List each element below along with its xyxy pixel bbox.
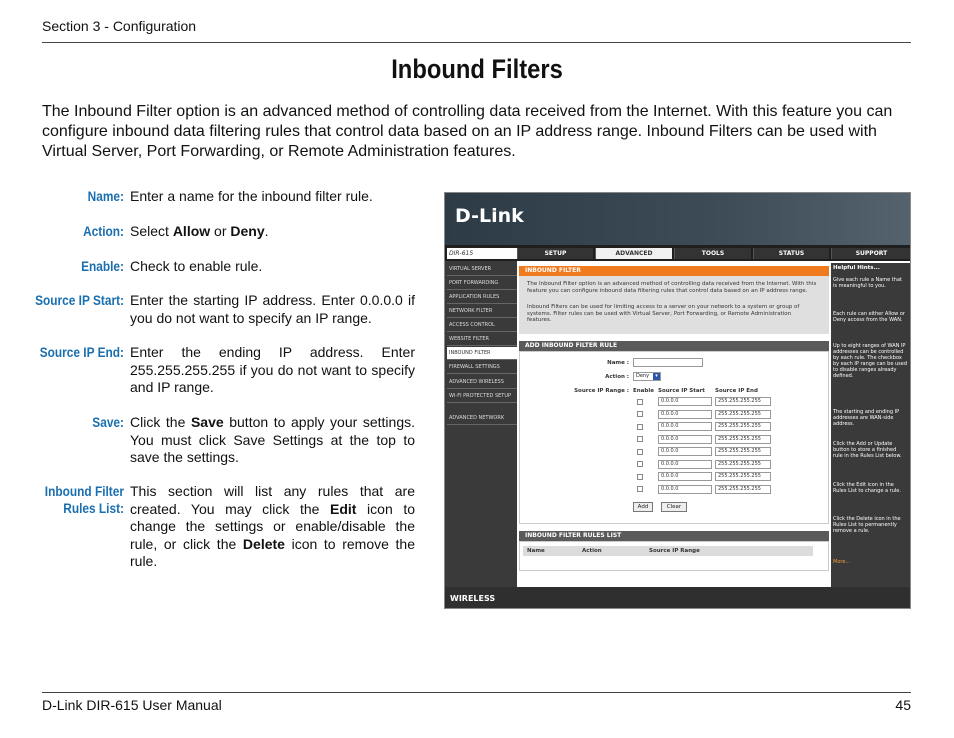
- source-ip-start-input[interactable]: 0.0.0.0: [658, 410, 712, 419]
- def-desc: Enter a name for the inbound filter rule.: [130, 188, 373, 204]
- more-link[interactable]: More...: [833, 559, 851, 565]
- enable-checkbox[interactable]: [637, 449, 643, 455]
- hint: Click the Delete icon in the Rules List to permanently remove a rule.: [833, 516, 901, 534]
- source-ip-start-input[interactable]: 0.0.0.0: [658, 472, 712, 481]
- footer-manual: D-Link DIR-615 User Manual: [42, 697, 222, 713]
- source-ip-start-input[interactable]: 0.0.0.0: [658, 447, 712, 456]
- sidebar-item[interactable]: ADVANCED WIRELESS: [447, 376, 517, 389]
- hint: The starting and ending IP addresses are WAN-side address.: [833, 409, 900, 427]
- def-term: Inbound Filter Rules List:: [44, 484, 124, 516]
- def-term: Action:: [83, 224, 124, 239]
- helpful-hints-panel: [831, 263, 911, 587]
- tab-setup[interactable]: SETUP: [517, 248, 593, 259]
- router-screenshot: [444, 192, 911, 609]
- enable-checkbox[interactable]: [637, 411, 643, 417]
- def-term: Name:: [87, 189, 124, 204]
- col-source-ip-end: Source IP End: [715, 388, 758, 394]
- def-term: Source IP End:: [39, 345, 124, 360]
- sidebar-item[interactable]: ACCESS CONTROL: [447, 319, 517, 332]
- source-ip-range-label: Source IP Range :: [574, 388, 629, 394]
- add-button[interactable]: Add: [633, 502, 653, 512]
- sidebar-item[interactable]: INBOUND FILTER: [447, 347, 517, 360]
- source-ip-start-input[interactable]: 0.0.0.0: [658, 422, 712, 431]
- panel-add-rule-title: ADD INBOUND FILTER RULE: [519, 341, 829, 351]
- hint: Click the Add or Update button to store a finished rule in the Rules List below.: [833, 441, 902, 459]
- action-select[interactable]: [633, 372, 661, 381]
- sidebar-item[interactable]: VIRTUAL SERVER: [447, 263, 517, 276]
- tab-tools[interactable]: TOOLS: [674, 248, 751, 259]
- header-rule: [42, 42, 911, 43]
- col-enable: Enable: [633, 388, 654, 394]
- wireless-label: WIRELESS: [450, 594, 496, 603]
- sidebar-item[interactable]: ADVANCED NETWORK: [447, 412, 517, 425]
- panel-para-1: The Inbound Filter option is an advanced method of controlling data received from the Internet. With this feature you can configure inbound data filtering rules that control data based on an IP address range.: [527, 281, 817, 294]
- name-label: Name :: [607, 360, 629, 366]
- chevron-down-icon: ▾: [653, 373, 660, 380]
- def-term: Source IP Start:: [35, 293, 125, 308]
- def-desc: Enter the starting IP address. Enter 0.0.0.0 if you do not want to specify an IP range.: [130, 292, 415, 326]
- def-term: Enable:: [81, 259, 124, 274]
- footer-bar: [445, 587, 911, 609]
- def-desc: Enter the ending IP address. Enter 255.255.255.255 if you do not want to specify and IP range.: [130, 344, 415, 395]
- def-desc: This section will list any rules that are created. You may click the Edit icon to change the settings or enable/disable the rule, or click the Delete icon to remove the rule.: [130, 483, 415, 569]
- source-ip-start-input[interactable]: 0.0.0.0: [658, 485, 712, 494]
- tab-advanced[interactable]: ADVANCED: [595, 248, 672, 259]
- enable-checkbox[interactable]: [637, 436, 643, 442]
- intro-paragraph: The Inbound Filter option is an advanced method of controlling data received from the Internet. With this feature you can configure inbound data filtering rules that control data based on an IP address range. Inbound Filters can be used with Virtual Server, Port Forwarding, or Remote Administration features.: [42, 103, 893, 160]
- def-desc: Select Allow or Deny.: [130, 223, 269, 239]
- sidebar-item[interactable]: FIREWALL SETTINGS: [447, 361, 517, 374]
- enable-checkbox[interactable]: [637, 474, 643, 480]
- model-label: DIR-615: [447, 248, 519, 259]
- sidebar-item[interactable]: PORT FORWARDING: [447, 277, 517, 290]
- help-title: Helpful Hints...: [833, 265, 880, 271]
- def-desc: Click the Save button to apply your settings. You must click Save Settings at the top to save the settings.: [130, 414, 415, 465]
- col-source-ip-start: Source IP Start: [658, 388, 705, 394]
- dlink-logo: D-Link: [455, 205, 524, 227]
- enable-checkbox[interactable]: [637, 461, 643, 467]
- tab-support[interactable]: SUPPORT: [831, 248, 911, 259]
- enable-checkbox[interactable]: [637, 486, 643, 492]
- source-ip-end-input[interactable]: 255.255.255.255: [715, 447, 771, 456]
- source-ip-start-input[interactable]: 0.0.0.0: [658, 435, 712, 444]
- enable-checkbox[interactable]: [637, 424, 643, 430]
- action-label: Action :: [605, 374, 629, 380]
- sidebar-item[interactable]: APPLICATION RULES: [447, 291, 517, 304]
- enable-checkbox[interactable]: [637, 399, 643, 405]
- footer-rule: [42, 692, 911, 693]
- hint: Each rule can either Allow or Deny access from the WAN.: [833, 311, 905, 323]
- tab-status[interactable]: STATUS: [753, 248, 829, 259]
- sidebar-item[interactable]: WEBSITE FILTER: [447, 333, 517, 346]
- source-ip-end-input[interactable]: 255.255.255.255: [715, 410, 771, 419]
- list-col-action: Action: [582, 548, 602, 554]
- source-ip-start-input[interactable]: 0.0.0.0: [658, 397, 712, 406]
- hint: Give each rule a Name that is meaningful to you.: [833, 277, 902, 289]
- panel-rules-list-title: INBOUND FILTER RULES LIST: [519, 531, 829, 541]
- main-content: [519, 263, 829, 587]
- hint: Click the Edit icon in the Rules List to change a rule.: [833, 482, 901, 494]
- page-title: Inbound Filters: [391, 54, 563, 84]
- hint: Up to eight ranges of WAN IP addresses can be controlled by each rule. The checkbox by each IP range can be used to disable ranges already defined.: [833, 343, 908, 379]
- list-col-source-ip-range: Source IP Range: [649, 548, 700, 554]
- source-ip-end-input[interactable]: 255.255.255.255: [715, 485, 771, 494]
- source-ip-end-input[interactable]: 255.255.255.255: [715, 422, 771, 431]
- page-number: 45: [895, 697, 911, 713]
- name-input[interactable]: [633, 358, 703, 367]
- panel-para-2: Inbound Filters can be used for limiting access to a server on your network to a system or group of systems. Filter rules can be used with Virtual Server, Port Forwarding, or Remote Administration features.: [527, 304, 800, 323]
- clear-button[interactable]: Clear: [661, 502, 687, 512]
- source-ip-end-input[interactable]: 255.255.255.255: [715, 460, 771, 469]
- source-ip-end-input[interactable]: 255.255.255.255: [715, 472, 771, 481]
- def-term: Save:: [92, 415, 124, 430]
- sidebar-item[interactable]: NETWORK FILTER: [447, 305, 517, 318]
- sidebar-item[interactable]: WI-FI PROTECTED SETUP: [447, 390, 517, 403]
- source-ip-end-input[interactable]: 255.255.255.255: [715, 435, 771, 444]
- panel-inbound-filter-title: INBOUND FILTER: [519, 266, 829, 276]
- list-col-name: Name: [527, 548, 545, 554]
- def-desc: Check to enable rule.: [130, 258, 263, 274]
- section-header: Section 3 - Configuration: [42, 18, 197, 34]
- source-ip-end-input[interactable]: 255.255.255.255: [715, 397, 771, 406]
- action-select-value: Deny: [636, 373, 650, 379]
- source-ip-start-input[interactable]: 0.0.0.0: [658, 460, 712, 469]
